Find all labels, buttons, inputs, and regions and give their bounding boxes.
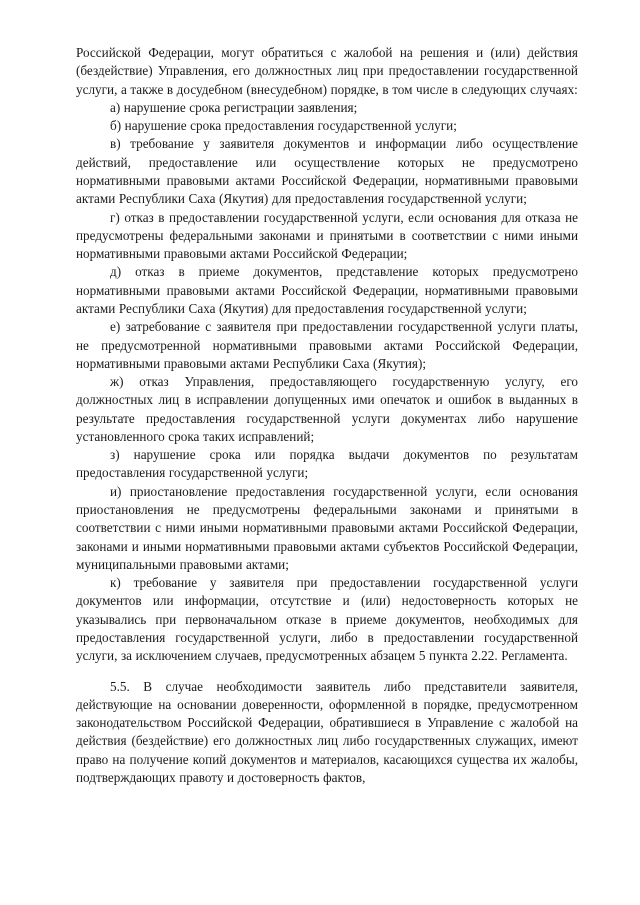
paragraph-item-v: в) требование у заявителя документов и информации либо осуществление действий, предоставление или осуществление которых не предусмотрено нормативными правовыми актами Российской Федерации, нормативными правовыми актами Республики Саха (Якутия) для предоставления государственной услуги; bbox=[76, 136, 578, 207]
paragraph-item-a: а) нарушение срока регистрации заявления; bbox=[110, 99, 358, 115]
paragraph-item-d: д) отказ в приеме документов, представление которых предусмотрено нормативными правовыми актами Российской Федерации, нормативными правовыми актами Республики Саха (Якутия) для предоставления государственной услуги; bbox=[76, 264, 578, 316]
paragraph-item-z: з) нарушение срока или порядка выдачи документов по результатам предоставления государственной услуги; bbox=[76, 447, 578, 481]
paragraph-intro: Российской Федерации, могут обратиться с жалобой на решения и (или) действия (бездействие) Управления, его должностных лиц при предоставлении государственной услуги, а также в досудебном (внесудебном) порядке, в том числе в следующих случаях: bbox=[76, 45, 578, 97]
paragraph-item-i: и) приостановление предоставления государственной услуги, если основания приостановления не предусмотрены федеральными законами и принятыми в соответствии с ними иными нормативными правовыми актами Российской Федерации, законами и иными нормативными правовыми актами субъектов Российской Федерации, муниципальными правовыми актами; bbox=[76, 483, 578, 572]
paragraph-item-k: к) требование у заявителя при предоставлении государственной услуги документов или информации, отсутствие и (или) недостоверность которых не указывались при первоначальном отказе в приеме документов, необходимых для предоставления государственной услуги, либо в предоставлении государственной услуги, за исключением случаев, предусмотренных абзацем 5 пункта 2.22. Регламента. bbox=[76, 575, 578, 664]
document-text-body bbox=[76, 44, 578, 787]
paragraph-5-5: 5.5. В случае необходимости заявитель либо представители заявителя, действующие на основании доверенности, оформленной в порядке, предусмотренном законодательством Российской Федерации, обратившиеся в Управление с жалобой на действия (бездействие) его должностных лиц либо государственных служащих, имеют право на получение копий документов и материалов, касающихся существа их жалобы, подтверждающих правоту и достоверность фактов, bbox=[76, 678, 578, 785]
paragraph-item-e: е) затребование с заявителя при предоставлении государственной услуги платы, не предусмотренной нормативными правовыми актами Российской Федерации, нормативными правовыми актами Республики Саха (Якутия); bbox=[76, 319, 578, 371]
paragraph-item-g: г) отказ в предоставлении государственной услуги, если основания для отказа не предусмотрены федеральными законами и принятыми в соответствии с ними иными нормативными правовыми актами Российской Федерации; bbox=[76, 209, 578, 262]
paragraph-item-b: б) нарушение срока предоставления государственной услуги; bbox=[110, 118, 457, 134]
paragraph-item-zh: ж) отказ Управления, предоставляющего государственную услугу, его должностных лиц в исправлении допущенных ими опечаток и ошибок в выданных в результате предоставления государственной услуги документах либо нарушение установленного срока таких исправлений; bbox=[76, 374, 578, 444]
